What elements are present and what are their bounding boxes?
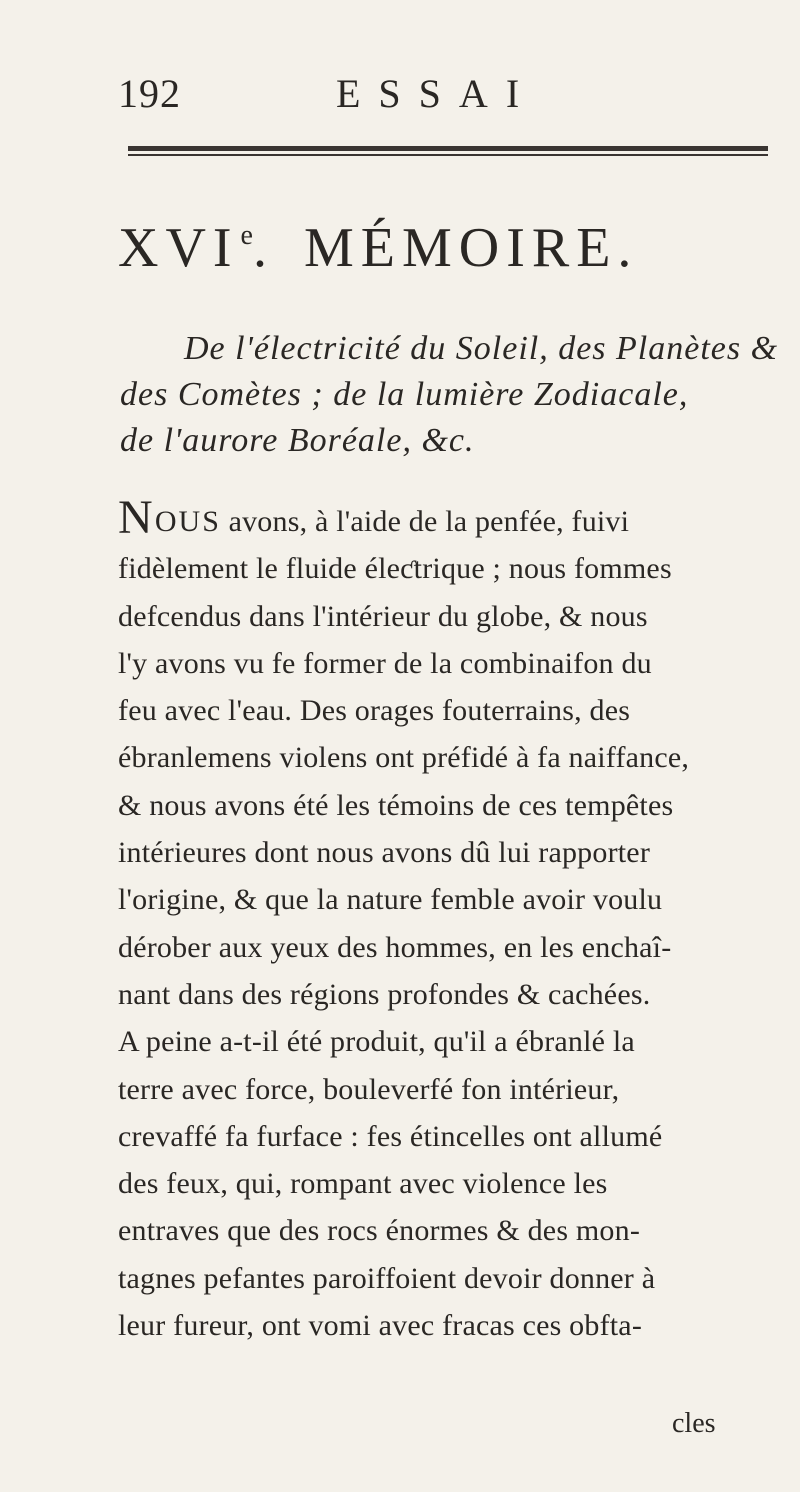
running-head — [118, 70, 678, 120]
text-line: ébranlemens violens ont préfidé à fa naiffance, — [118, 741, 690, 775]
page-number: 192 — [118, 71, 181, 116]
text-line: fidèlement le fluide éleƈtrique ; nous fommes — [118, 552, 672, 586]
text-line: feu avec l'eau. Des orages fouterrains, des — [118, 694, 631, 728]
text-line — [118, 491, 798, 545]
text-line: entraves que des rocs énormes & des mon- — [118, 1214, 641, 1248]
text-line: leur fureur, ont vomi avec fracas ces obfta- — [118, 1309, 643, 1343]
memoir-superscript: e — [240, 220, 253, 251]
subtitle-line: des Comètes ; de la lumière Zodiacale, — [120, 376, 689, 413]
text-line: crevaffé fa furface : fes étincelles ont allumé — [118, 1119, 663, 1153]
header-rule-thin — [128, 154, 768, 156]
running-title: ESSAI — [336, 71, 538, 116]
body-text — [118, 491, 798, 1349]
text-line: terre avec force, bouleverfé fon intérieur, — [118, 1072, 620, 1106]
text-line: l'y avons vu fe former de la combinaifon du — [118, 646, 652, 680]
memoir-heading — [118, 216, 778, 280]
subtitle-line: de l'aurore Boréale, &c. — [120, 422, 475, 459]
drop-cap: N — [118, 491, 153, 544]
opening-small-caps: OUS — [154, 505, 221, 538]
text-line: intérieures dont nous avons dû lui rapporter — [118, 836, 651, 870]
text-line: defcendus dans l'intérieur du globe, & nous — [118, 599, 648, 633]
text-line: A peine a-t-il été produit, qu'il a ébranlé la — [118, 1025, 635, 1059]
text-line: l'origine, & que la nature femble avoir voulu — [118, 883, 663, 917]
text-line: & nous avons été les témoins de ces tempêtes — [118, 788, 674, 822]
memoir-word: MÉMOIRE. — [303, 217, 639, 279]
memoir-subtitle — [120, 326, 784, 464]
text-line: des feux, qui, rompant avec violence les — [118, 1167, 608, 1201]
text-line: tagnes pefantes paroiffoient devoir donner à — [118, 1261, 656, 1295]
subtitle-line: De l'électricité du Soleil, des Planètes & — [184, 330, 779, 367]
text-line: dérober aux yeux des hommes, en les enchaî- — [118, 930, 672, 964]
text-line: nant dans des régions profondes & cachées. — [118, 977, 651, 1011]
catchword: cles — [672, 1408, 716, 1439]
text-line-rest: avons, à l'aide de la penfée, fuivi — [220, 505, 630, 538]
header-rule-thick — [128, 146, 768, 151]
memoir-numeral-dot: . — [252, 217, 274, 279]
memoir-numeral: XVI — [118, 217, 239, 279]
